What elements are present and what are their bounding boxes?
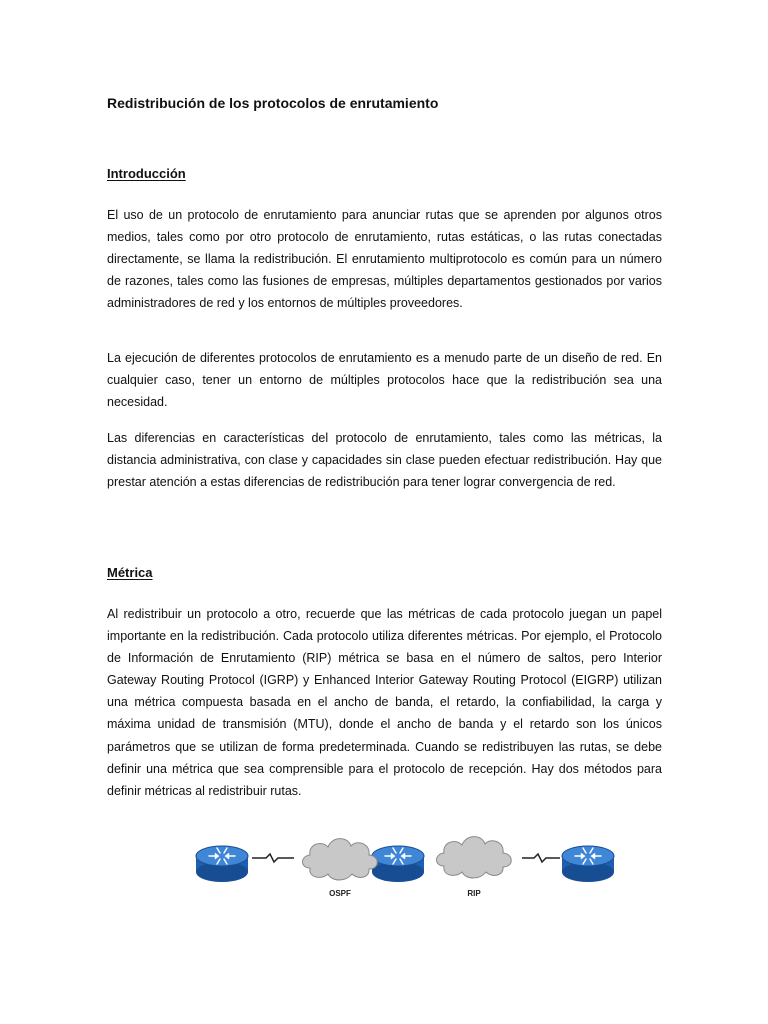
section-heading-metrica: Métrica: [107, 565, 153, 580]
router-icon: [562, 846, 614, 882]
document-title: Redistribución de los protocolos de enrutamiento: [107, 95, 439, 111]
section-heading-introduccion: Introducción: [107, 166, 186, 181]
paragraph: Las diferencias en características del protocolo de enrutamiento, tales como las métricas, la distancia administrativa, con clase y capacidades sin clase pueden efectuar redistribución. Hay que prestar atención a estas diferencias de redistribución para tener lograr convergencia de red.: [107, 431, 662, 490]
network-diagram: [190, 830, 620, 905]
cloud-label-rip: RIP: [467, 889, 481, 898]
cloud-label-ospf: OSPF: [329, 889, 351, 898]
paragraph: La ejecución de diferentes protocolos de enrutamiento es a menudo parte de un diseño de red. En cualquier caso, tener un entorno de múltiples protocolos hace que la redistribución sea una necesidad.: [107, 351, 662, 410]
paragraph: El uso de un protocolo de enrutamiento para anunciar rutas que se aprenden por algunos otros medios, tales como por otro protocolo de enrutamiento, rutas estáticas, o las rutas conectadas directamente, se llama la redistribución. El enrutamiento multiprotocolo es común para un número de razones, tales como las fusiones de empresas, múltiples departamentos gestionados por varios administradores de red y los entornos de múltiples proveedores.: [107, 208, 662, 311]
router-icon: [372, 846, 424, 882]
serial-link-icon: [522, 854, 560, 862]
router-icon: [196, 846, 248, 882]
serial-link-icon: [252, 854, 294, 862]
cloud-icon: [437, 837, 512, 878]
paragraph: Al redistribuir un protocolo a otro, recuerde que las métricas de cada protocolo juegan un papel importante en la redistribución. Cada protocolo utiliza diferentes métricas. Por ejemplo, el Protocolo de Información de Enrutamiento (RIP) métrica se basa en el número de saltos, pero Interior Gateway Routing Protocol (IGRP) y Enhanced Interior Gateway Routing Protocol (EIGRP) utilizan una métrica compuesta basada en el ancho de banda, el retardo, la confiabilidad, la carga y máxima unidad de transmisión (MTU), donde el ancho de banda y el retardo son los únicos parámetros que se utilizan de forma predeterminada. Cuando se redistribuyen las rutas, se debe definir una métrica que sea comprensible para el protocolo de recepción. Hay dos métodos para definir métricas al redistribuir rutas.: [107, 607, 662, 798]
cloud-icon: [303, 839, 378, 880]
